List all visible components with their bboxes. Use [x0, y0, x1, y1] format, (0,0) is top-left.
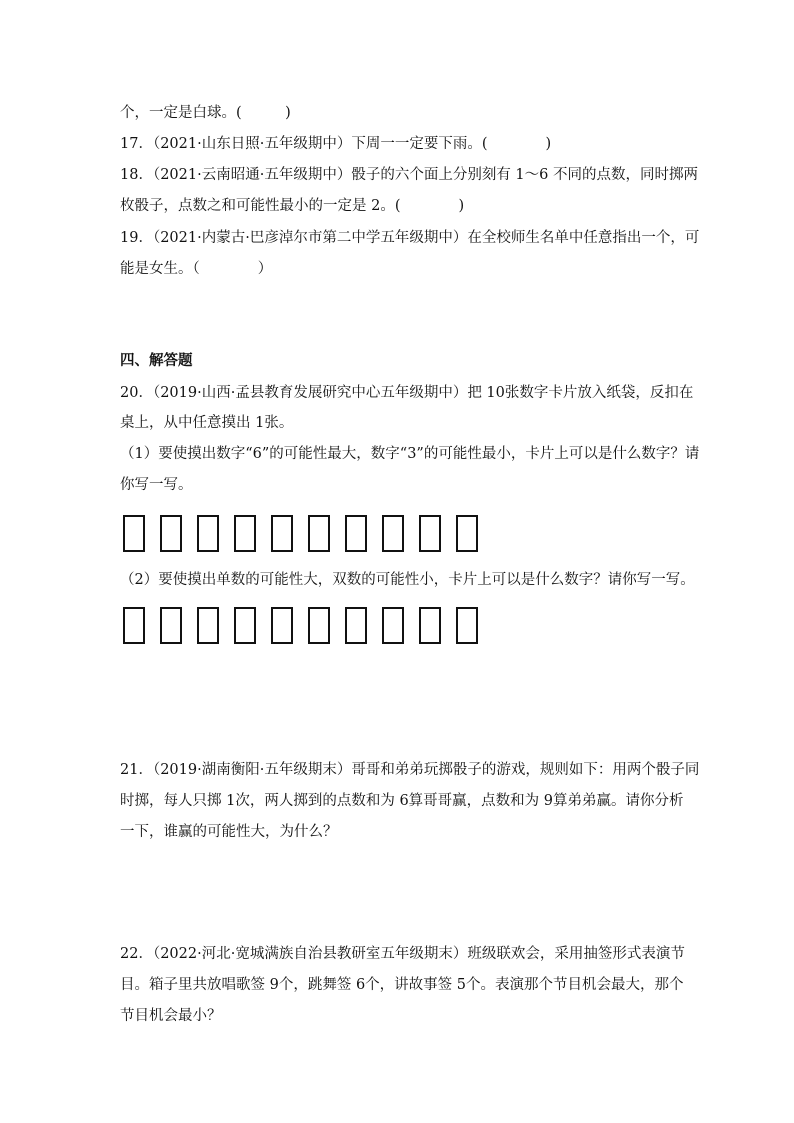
- question-22-line3: 节目机会最小？: [120, 1008, 222, 1024]
- answer-box[interactable]: [160, 515, 182, 552]
- question-21-line3: 一下，谁赢的可能性大，为什么？: [120, 824, 338, 840]
- answer-box[interactable]: [419, 515, 441, 552]
- answer-box[interactable]: [345, 607, 367, 644]
- section-title: 四、解答题: [120, 353, 193, 369]
- question-19-line2: 能是女生。（ ）: [120, 261, 273, 277]
- question-18-line1: 18．（2021·云南昭通·五年级期中）骰子的六个面上分别刻有 1～6 不同的点数，同时掷两: [120, 167, 698, 183]
- answer-box[interactable]: [382, 515, 404, 552]
- answer-box[interactable]: [234, 515, 256, 552]
- question-22-line2: 目。箱子里共放唱歌签 9个，跳舞签 6个，讲故事签 5个。表演那个节目机会最大，那个: [120, 977, 684, 993]
- answer-box[interactable]: [419, 607, 441, 644]
- question-20-sub1-line2: 你写一写。: [120, 477, 193, 493]
- answer-box[interactable]: [123, 607, 145, 644]
- answer-box[interactable]: [197, 515, 219, 552]
- question-18-line2: 枚骰子，点数之和可能性最小的一定是 2。( ): [120, 198, 465, 214]
- question-20-sub2: （2）要使摸出单数的可能性大，双数的可能性小，卡片上可以是什么数字？请你写一写。: [120, 572, 695, 588]
- answer-box[interactable]: [345, 515, 367, 552]
- answer-box[interactable]: [197, 607, 219, 644]
- answer-box[interactable]: [160, 607, 182, 644]
- answer-box[interactable]: [308, 607, 330, 644]
- answer-box[interactable]: [123, 515, 145, 552]
- question-19-line1: 19．（2021·内蒙古·巴彦淖尔市第二中学五年级期中）在全校师生名单中任意指出一个，可: [120, 230, 700, 246]
- question-17: 17．（2021·山东日照·五年级期中）下周一一定要下雨。( ): [120, 136, 552, 152]
- line-16-end: 个，一定是白球。( ): [120, 105, 291, 121]
- question-20-line1: 20．（2019·山西·孟县教育发展研究中心五年级期中）把 10张数字卡片放入纸袋，反扣在: [120, 385, 694, 401]
- answer-box[interactable]: [271, 607, 293, 644]
- question-21-line1: 21．（2019·湖南衡阳·五年级期末）哥哥和弟弟玩掷骰子的游戏，规则如下：用两个骰子同: [120, 762, 700, 778]
- question-20-sub1-line1: （1）要使摸出数字“6”的可能性最大，数字“3”的可能性最小，卡片上可以是什么数字？请: [120, 446, 700, 462]
- question-20-line2: 桌上，从中任意摸出 1张。: [120, 415, 294, 431]
- answer-box[interactable]: [456, 607, 478, 644]
- answer-box[interactable]: [456, 515, 478, 552]
- answer-box[interactable]: [308, 515, 330, 552]
- answer-box[interactable]: [234, 607, 256, 644]
- question-21-line2: 时掷，每人只掷 1次，两人掷到的点数和为 6算哥哥赢，点数和为 9算弟弟赢。请你分析: [120, 793, 684, 809]
- answer-box[interactable]: [271, 515, 293, 552]
- answer-box[interactable]: [382, 607, 404, 644]
- question-22-line1: 22．（2022·河北·宽城满族自治县教研室五年级期末）班级联欢会，采用抽签形式表演节: [120, 946, 685, 962]
